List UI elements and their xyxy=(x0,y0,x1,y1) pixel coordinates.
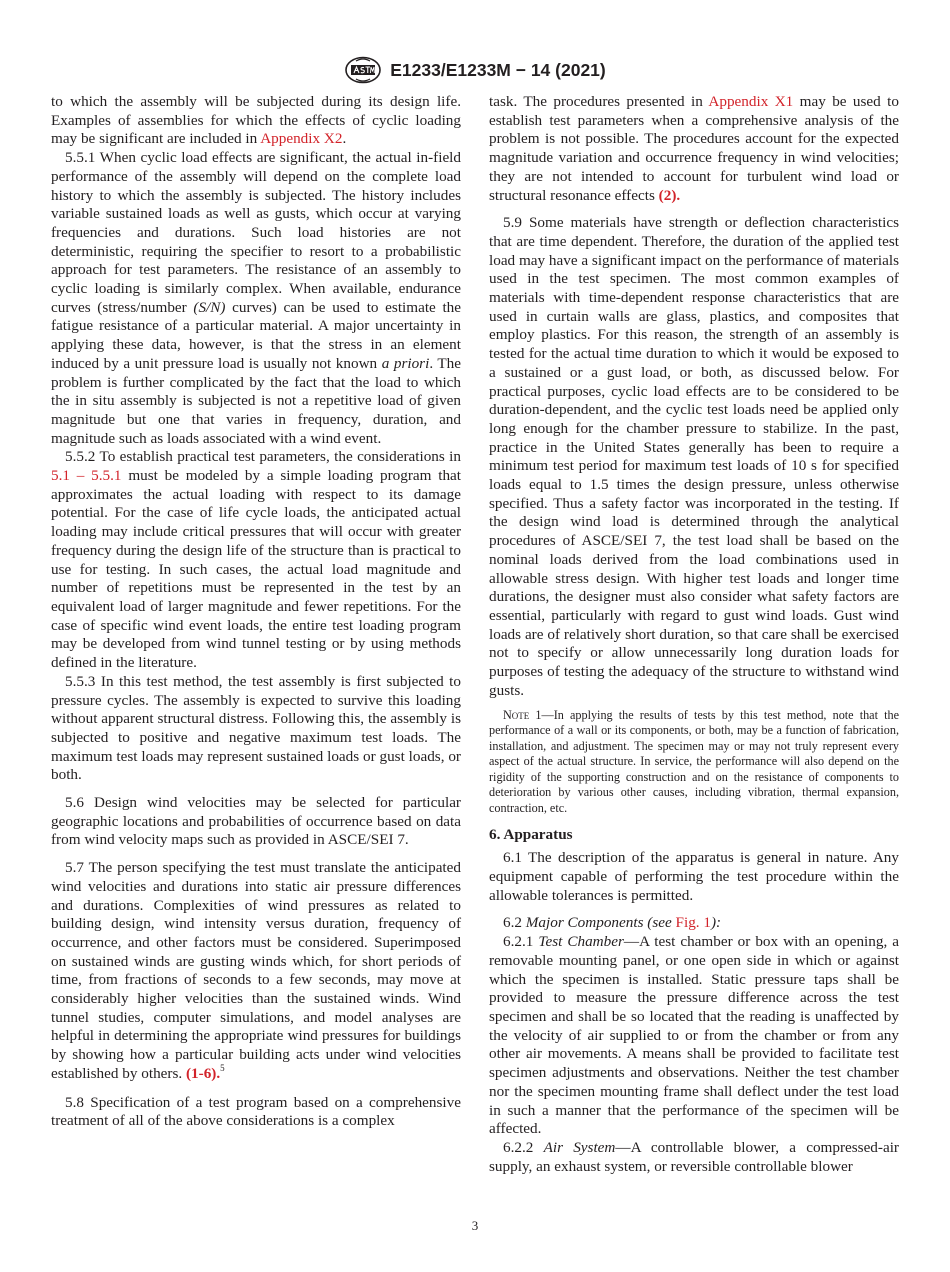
appendix-x2-link[interactable]: Appendix X2 xyxy=(260,130,343,148)
astm-logo-icon xyxy=(344,56,382,84)
note-1: Note 1—In applying the results of tests by this test method, note that the performance of a wall or its components, or both, may be a function of fabrication, installation, and adjustment. The specimen may or may not truly represent every aspect of the actual structure. In service, the performance will also depend on the rigidity of the supporting construction and on the resistance of components to deterioration by various other causes, including vibration, thermal expansion, contraction, etc. xyxy=(489,707,899,816)
paragraph-5-7: 5.7 The person specifying the test must translate the anticipated wind velocities and durations into static air pressure differences and durations. Complexities of wind pressures as related to building design, wind intensity versus duration, frequency of occurrence, and other factors must be considered. Superimposed on sustained winds are gusting winds which, for short periods of time, from fractions of seconds to a few seconds, may move at considerably higher velocities than the sustained winds. Wind tunnel studies, computer simulations, and model analyses are helpful in determining the appropriate wind pressures for buildings by showing how a particular building acts under wind velocities established by others. (1-6).$^5$ xyxy=(51,859,461,1082)
section-heading-apparatus: 6. Apparatus xyxy=(489,825,573,843)
right-column xyxy=(489,93,899,1176)
paragraph-5-8: 5.8 Specification of a test program based on a comprehensive treatment of all of the above considerations is a complex xyxy=(51,1093,461,1130)
appendix-x1-link[interactable]: Appendix X1 xyxy=(708,93,794,110)
section-5-1-link[interactable]: 5.1 – 5.5.1 xyxy=(51,467,122,485)
paragraph-5-8-cont: task. The procedures presented in Appendix X1 may be used to establish test parameters when a comprehensive analysis of the problem is not possible. The procedures account for the expected magnitude variation and occurrence frequency in wind velocities; they are not intended to account for turbulent wind load or structural resonance effects (2). xyxy=(489,93,899,204)
left-column xyxy=(51,93,461,1131)
document-designation: E1233/E1233M − 14 (2021) xyxy=(390,59,606,80)
paragraph-5-5-3: 5.5.3 In this test method, the test assembly is first subjected to pressure cycles. The assembly is expected to survive this loading without apparent structural distress. Following this, the assembly is subjected to positive and negative maximum test loads. The maximum test loads may represent sustained loads or gust loads, or both. xyxy=(51,672,461,784)
paragraph-5-9: 5.9 Some materials have strength or deflection characteristics that are time dependent. Therefore, the duration of the applied test load may have a significant impact on the performance of materials used in the test specimen. The most common examples of materials with time-dependent response characteristics that are used in curtain walls are glass, plastics, and composites that employ plastics. For this reason, the strength of an assembly is tested for the actual time duration to which it would be exposed to a sustained or a gust load, or both, as discussed below. For practical purposes, cyclic load effects are to be considered to be duration-dependent, and the cyclic test loads need be applied only long enough for the chamber pressure to stabilize. In the past, practice in the United States generally has been to require a minimum test period for maximum test loads of 10 s for specified loads equal to 1.5 times the design pressure, unless otherwise specified. Thus a safety factor was incorporated in the testing. If the design wind load is determined through the analytical procedures of ASCE/SEI 7, the test load shall be based on the nominal loads derived from the load combinations used in allowable stress design. With higher test loads and longer time durations, the designer must also consider what safety factors are essential, particularly with regard to gust wind loads. Gust wind loads are of relatively short duration, so that care shall be exercised not to specify or allow unnecessarily long duration loads for purposes of testing the adequacy of the structure to withstand wind gusts. xyxy=(489,214,899,699)
note-label: Note xyxy=(503,707,530,722)
page-header xyxy=(0,55,950,85)
paragraph-6-2: 6.2 Major Components (see Fig. 1): xyxy=(503,914,722,932)
paragraph-5-6: 5.6 Design wind velocities may be selected for particular geographic locations and probabilities of occurrence based on data from wind velocity maps such as provided in ASCE/SEI 7. xyxy=(51,794,461,849)
paragraph-6-2-1: 6.2.1 Test Chamber—A test chamber or box with an opening, a removable mounting panel, or one open side in which or against which the specimen is installed. Static pressure taps shall be provided to measure the pressure difference across the test specimen and shall be so located that the reading is unaffected by the velocity of air supplied to or from the chamber or from any other air movements. A means shall be provided to facilitate test specimen adjustments and observations. Neither the test chamber nor the specimen mounting frame shall deflect under the test load in such a manner that the performance of the specimen will be affected. xyxy=(489,933,900,1138)
reference-2-link[interactable]: 2 xyxy=(663,186,672,204)
paragraph-5-5-cont: to which the assembly will be subjected during its design life. Examples of assemblies for which the effects of cyclic loading may be significant are included in Appendix X2. xyxy=(51,93,461,148)
paragraph-6-1: 6.1 The description of the apparatus is general in nature. Any equipment capable of performing the test procedure within the allowable tolerances is permitted. xyxy=(489,849,899,904)
paragraph-5-5-1: 5.5.1 When cyclic load effects are significant, the actual in-field performance of the assembly will depend on the complete load history to which the assembly is subjected. The history includes variable sustained loads as well as gusts, which occur at varying frequencies and durations. Such load histories are not deterministic, requiring the specifier to resort to a probabilistic approach for test parameters. The resistance of an assembly to cyclic loading is similarly complex. When available, endurance curves (stress/number (S/N) curves) can be used to estimate the fatigue resistance of a particular material. A major uncertainty in applying these data, however, is that the stress in an element induced by a unit pressure load is usually not known a priori. The problem is further complicated by the fact that the load to which the in situ assembly is subjected is not a repetitive load of given magnitude but one that varies in frequency, duration, and magnitude such as loads associated with a wind event. xyxy=(51,149,462,447)
reference-1-6-link[interactable]: 1-6 xyxy=(191,1064,212,1082)
paragraph-6-2-2: 6.2.2 Air System—A controllable blower, a compressed-air supply, an exhaust system, or reversible controllable blower xyxy=(489,1138,899,1175)
footnote-5-marker: 5 xyxy=(220,1062,225,1073)
figure-1-link[interactable]: Fig. 1 xyxy=(675,914,711,932)
page-number: 3 xyxy=(471,1218,479,1233)
paragraph-5-5-2: 5.5.2 To establish practical test parameters, the considerations in 5.1 – 5.5.1 must be modeled by a simple loading program that approximates the actual loading with respect to its damage potential. For the case of life cycle loads, the anticipated actual loading may include critical pressures that will occur with greater frequency during the design life of the structure than is practical to use for testing. In such cases, the actual load magnitude and number of repetitions must be represented in the test by an equivalent load of larger magnitude and fewer repetitions. For the case of specific wind event loads, the entire test loading program may be developed from wind tunnel testing or by using methods defined in the literature. xyxy=(51,448,461,672)
